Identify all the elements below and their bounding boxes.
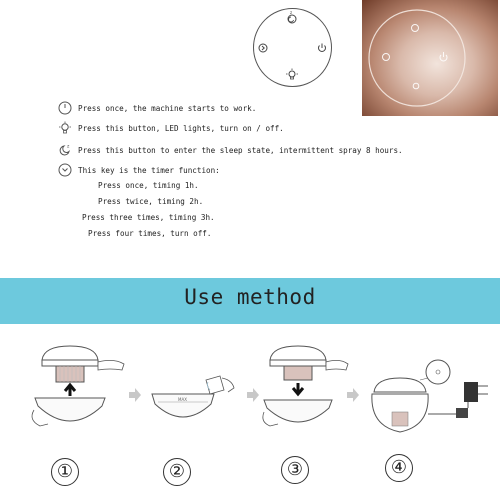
- step-1-illustration: [30, 340, 130, 440]
- section-banner: [0, 278, 500, 324]
- timer-line: Press once, timing 1h.: [98, 181, 199, 190]
- svg-text:z: z: [67, 144, 70, 150]
- step-number-1: ①: [51, 458, 79, 486]
- timer-line: Press four times, turn off.: [88, 229, 212, 238]
- step-number-2: ②: [163, 458, 191, 486]
- instruction-timer: [58, 163, 220, 177]
- sleep-icon: [58, 143, 72, 157]
- step-number-4: ④: [385, 454, 413, 482]
- step-3-illustration: [262, 340, 352, 440]
- instruction-text: Press once, the machine starts to work.: [78, 103, 257, 113]
- step-2-illustration: [148, 372, 238, 442]
- instruction-text: This key is the timer function:: [78, 165, 220, 175]
- timer-line: Press three times, timing 3h.: [82, 213, 215, 222]
- instruction-text: Press this button to enter the sleep state, intermittent spray 8 hours.: [78, 145, 403, 155]
- timer-line: Press twice, timing 2h.: [98, 197, 204, 206]
- device-panel-photo: [362, 0, 498, 116]
- power-icon: [58, 101, 72, 115]
- svg-text:z: z: [290, 10, 293, 15]
- chevron-circle-icon: [58, 163, 72, 177]
- arrow-right-icon: [246, 388, 260, 402]
- control-panel-diagram: [250, 5, 335, 90]
- svg-text:MAX: MAX: [178, 397, 187, 402]
- banner-title: Use method: [184, 285, 316, 309]
- instruction-text: Press this button, LED lights, turn on / off.: [78, 123, 284, 133]
- arrow-right-icon: [346, 388, 360, 402]
- arrow-right-icon: [128, 388, 142, 402]
- instruction-sleep: [58, 143, 403, 157]
- step-4-illustration: [364, 356, 498, 440]
- instruction-led: [58, 121, 284, 135]
- instruction-power: [58, 101, 256, 115]
- bulb-icon: [58, 121, 72, 135]
- step-number-3: ③: [281, 456, 309, 484]
